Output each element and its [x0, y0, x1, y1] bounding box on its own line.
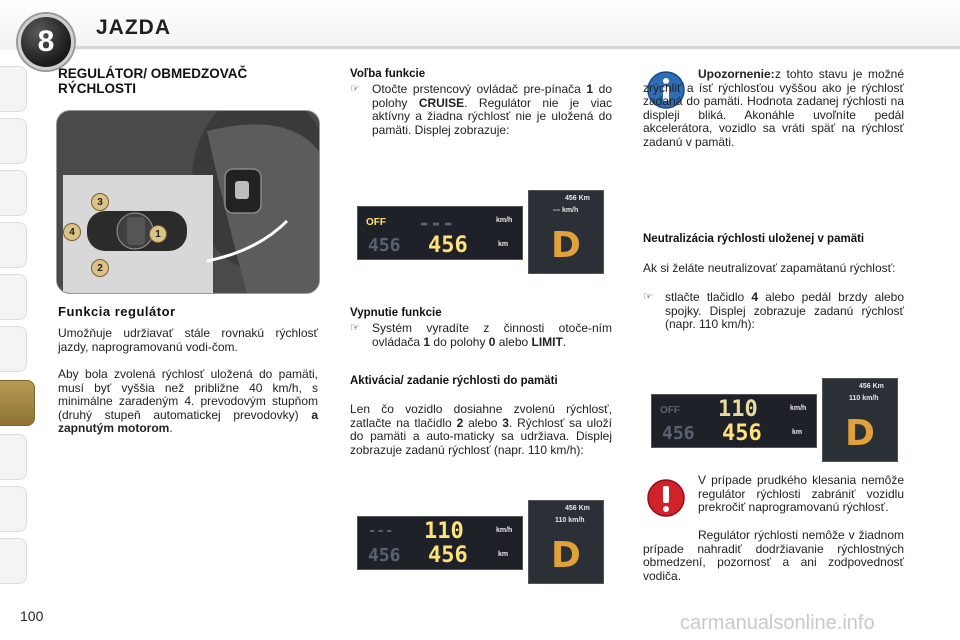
intro-paragraph: Umožňuje udržiavať stále rovnakú rýchlosť jazdy, naprogramovanú vodi-čom.	[58, 326, 318, 354]
unit-km: km	[498, 241, 509, 248]
stalk-photo	[56, 110, 320, 294]
chapter-tab-2[interactable]	[0, 118, 27, 164]
unit-kmh-3: km/h	[790, 405, 807, 412]
off-label-dim: OFF	[660, 405, 680, 416]
set-speed-dashes-small: --- km/h	[553, 207, 579, 214]
pointing-hand-icon: ☞	[350, 322, 360, 334]
set-speed-small-3: 110 km/h	[849, 395, 879, 402]
chapter-tab-5[interactable]	[0, 274, 27, 320]
subtitle-function: Funkcia regulátor	[58, 304, 176, 319]
condition-end: .	[169, 421, 173, 435]
chapter-tab-1[interactable]	[0, 66, 27, 112]
gear-letter: D	[551, 225, 581, 266]
gear-display-off	[528, 190, 604, 274]
alert-paragraph-2: Regulátor rýchlosti nemôže v žiadnom prípade nahradiť dodržiavanie rýchlostných obmedzení, pozornosť a ani zodpovednosť vodiča.	[643, 528, 904, 583]
warning-paragraph	[643, 68, 904, 149]
neutralize-title: Neutralizácia rýchlosti uloženej v pamäti	[643, 233, 865, 245]
deactivate-bullet	[350, 322, 612, 358]
pointing-hand-icon: ☞	[350, 83, 360, 95]
condition-emphasis: a zapnutým motorom	[58, 407, 318, 435]
callout-3: 3	[91, 193, 109, 211]
off-label: OFF	[366, 217, 386, 228]
neutralize-intro: Ak si želáte neutralizovať zapamätanú rýchlosť:	[643, 261, 896, 275]
gear-letter-2: D	[551, 535, 581, 576]
gear-letter-3: D	[845, 413, 875, 454]
chapter-tab-active[interactable]	[0, 380, 35, 426]
odometer-digits-2: 456	[428, 543, 468, 568]
trip-reading-3: 456 Km	[859, 383, 884, 390]
chapter-tab-4[interactable]	[0, 222, 27, 268]
deactivate-text: Systém vyradíte z činnosti otoče-ním ovládača 1 do polohy 0 alebo LIMIT.	[372, 321, 612, 349]
cluster-display-set	[357, 516, 523, 570]
gear-display-neutral	[822, 378, 898, 462]
set-speed-dashes: ---	[418, 211, 455, 235]
chapter-number-badge: 8	[18, 14, 74, 70]
left-dim-upper: ---	[368, 523, 394, 539]
section-title: REGULÁTOR/ OBMEDZOVAČ RÝCHLOSTI	[58, 66, 248, 96]
odometer-digits: 456	[428, 233, 468, 258]
callout-2: 2	[91, 259, 109, 277]
condition-paragraph	[58, 368, 318, 436]
unit-kmh: km/h	[496, 217, 513, 224]
chapter-tab-8[interactable]	[0, 434, 27, 480]
callout-1: 1	[149, 225, 167, 243]
neutralize-bullet	[643, 291, 904, 335]
cluster-display-off	[357, 206, 523, 260]
alert-icon	[646, 478, 686, 518]
pointing-hand-icon: ☞	[643, 291, 653, 303]
chapter-tab-3[interactable]	[0, 170, 27, 216]
trip-reading-2: 456 Km	[565, 505, 590, 512]
watermark: carmanualsonline.info	[680, 612, 875, 634]
condition-text: Aby bola zvolená rýchlosť uložená do pamäti, musí byť vyššia než približne 40 km/h, s minimálne zaradeným 4. prevodovým stupňom (druhý stupeň automatickej prevodovky)	[58, 367, 318, 422]
set-speed-dim: 110	[718, 397, 758, 422]
warning-text: z tohto stavu je možné zrýchliť a ísť rýchlosťou vyššou ako je rýchlosť zadaná do pamäti. Hodnota zadanej rýchlosti na displeji bliká. Akonáhle uvoľníte pedál akcelerátora, vozidlo sa vráti späť na rýchlosť zadanú v pamäti.	[643, 67, 904, 149]
odometer-digits-3: 456	[722, 421, 762, 446]
gear-display-set	[528, 500, 604, 584]
cluster-display-neutral	[651, 394, 817, 448]
set-speed-digits: 110	[424, 519, 464, 544]
left-dim-digits: 456	[368, 235, 401, 256]
activate-title: Aktivácia/ zadanie rýchlosti do pamäti	[350, 375, 558, 387]
header-divider	[62, 46, 960, 49]
chapter-title: JAZDA	[96, 16, 172, 39]
select-bullet	[350, 83, 612, 151]
chapter-tab-6[interactable]	[0, 326, 27, 372]
neutralize-text: stlačte tlačidlo 4 alebo pedál brzdy alebo spojky. Displej zobrazuje zadanú rýchlosť (napr. 110 km/h):	[665, 290, 905, 331]
select-title: Voľba funkcie	[350, 68, 426, 80]
unit-km-2: km	[498, 551, 509, 558]
unit-kmh-2: km/h	[496, 527, 513, 534]
chapter-tab-10[interactable]	[0, 538, 27, 584]
page-number: 100	[20, 608, 44, 624]
chapter-tab-9[interactable]	[0, 486, 27, 532]
alert-paragraph-1: V prípade prudkého klesania nemôže regulátor rýchlosti zabrániť vozidlu prekročiť naprogramovanú rýchlosť.	[698, 473, 904, 514]
set-speed-small: 110 km/h	[555, 517, 585, 524]
left-dim-digits-3: 456	[662, 423, 695, 444]
unit-km-3: km	[792, 429, 803, 436]
warning-title: Upozornenie:	[698, 67, 775, 81]
left-dim-digits-2: 456	[368, 545, 401, 566]
deactivate-title: Vypnutie funkcie	[350, 307, 442, 319]
trip-reading: 456 Km	[565, 195, 590, 202]
activate-paragraph: Len čo vozidlo dosiahne zvolenú rýchlosť, zatlačte na tlačidlo 2 alebo 3. Rýchlosť sa uloží do pamäti a auto-maticky sa udržiava. Displej zobrazuje zadanú rýchlosť (napr. 110 km/h):	[350, 402, 612, 457]
callout-4: 4	[63, 223, 81, 241]
select-text: Otočte prstencový ovládač pre-pínača 1 do polohy CRUISE. Regulátor nie je viac aktívny a žiadna rýchlosť nie je uložená do pamäti. Displej zobrazuje:	[372, 82, 612, 137]
